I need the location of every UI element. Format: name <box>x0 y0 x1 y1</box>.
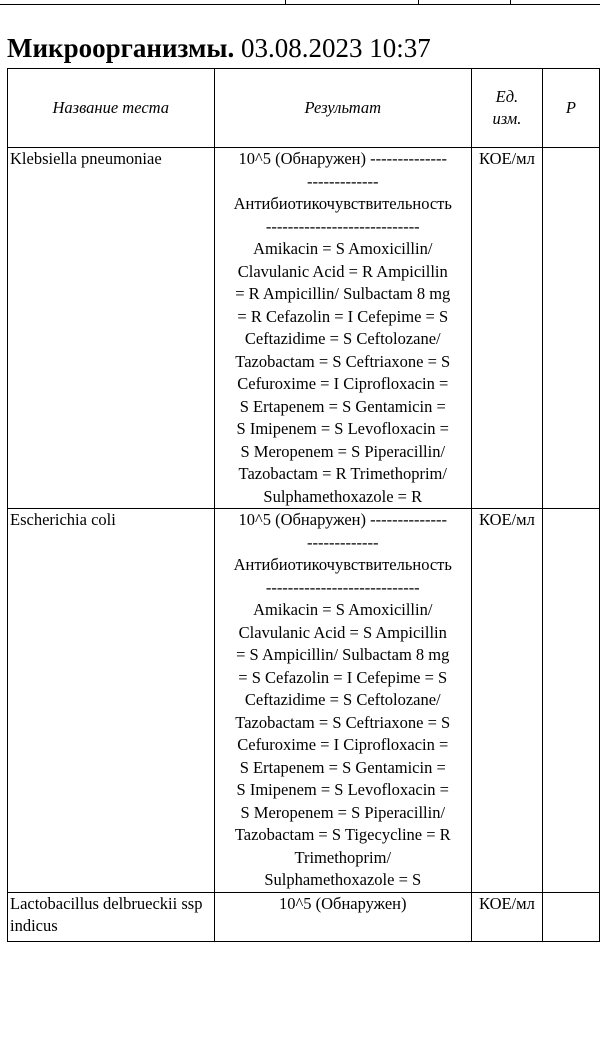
table-header-row <box>8 69 600 148</box>
result-line: Tazobactam = R Trimethoprim/ <box>238 464 447 483</box>
header-ref: Р <box>542 69 599 148</box>
unit-cell: КОЕ/мл <box>471 509 542 893</box>
result-line: ------------- <box>307 171 379 191</box>
result-line: Trimethoprim/ <box>294 847 392 867</box>
result-line: 10^5 (Обнаружен) -------------- <box>238 149 448 168</box>
test-name-cell: Klebsiella pneumoniae <box>8 148 215 509</box>
result-line: Cefuroxime = I Ciprofloxacin = <box>237 735 449 754</box>
result-line: S Ertapenem = S Gentamicin = <box>239 757 446 777</box>
section-datetime: 03.08.2023 10:37 <box>240 33 431 63</box>
table-row <box>8 509 600 893</box>
result-line: Amikacin = S Amoxicillin/ <box>253 239 433 258</box>
header-test-name: Название теста <box>8 69 215 148</box>
column-divider <box>418 0 419 4</box>
result-line: S Imipenem = S Levofloxacin = <box>236 780 449 799</box>
result-line: S Imipenem = S Levofloxacin = <box>236 419 449 438</box>
unit-cell: КОЕ/мл <box>471 148 542 509</box>
column-divider <box>285 0 286 4</box>
result-line: S Ertapenem = S Gentamicin = <box>239 396 446 416</box>
previous-table-bottom-edge <box>0 0 600 5</box>
results-body <box>8 148 600 942</box>
result-line: Clavulanic Acid = S Ampicillin <box>238 622 447 642</box>
result-line: S Meropenem = S Piperacillin/ <box>240 441 446 461</box>
result-line: 10^5 (Обнаружен) -------------- <box>238 510 448 529</box>
result-line: ---------------------------- <box>265 216 420 236</box>
result-line: 10^5 (Обнаружен) <box>279 893 407 913</box>
header-unit <box>471 69 542 148</box>
result-line: Sulphamethoxazole = R <box>263 486 423 506</box>
result-line: Tazobactam = S Ceftriaxone = S <box>235 351 451 371</box>
unit-cell: КОЕ/мл <box>471 892 542 941</box>
result-line: Ceftazidime = S Ceftolozane/ <box>244 690 441 709</box>
result-line: Антибиотикочувствительность <box>233 194 452 213</box>
section-title: Микроорганизмы. <box>7 33 235 63</box>
reference-cell <box>542 509 599 893</box>
test-name-cell: Escherichia coli <box>8 509 215 893</box>
result-line: = S Cefazolin = I Cefepime = S <box>238 667 448 687</box>
result-line: Tazobactam = S Ceftriaxone = S <box>235 712 451 732</box>
section-heading <box>7 33 431 63</box>
result-line: ---------------------------- <box>265 577 420 597</box>
result-line: Ceftazidime = S Ceftolozane/ <box>244 329 441 348</box>
result-line: = S Ampicillin/ Sulbactam 8 mg <box>236 645 450 664</box>
table-row <box>8 148 600 509</box>
result-line: Sulphamethoxazole = S <box>264 870 422 889</box>
column-divider <box>510 0 511 4</box>
result-line: Amikacin = S Amoxicillin/ <box>253 600 433 619</box>
result-cell <box>214 892 471 941</box>
header-unit-line2: изм. <box>492 109 522 128</box>
result-line: = R Ampicillin/ Sulbactam 8 mg <box>235 284 451 303</box>
test-name-cell: Lactobacillus delbrueckii ssp indicus <box>8 892 215 941</box>
header-unit-line1: Ед. <box>495 87 519 106</box>
results-table <box>7 68 600 942</box>
result-cell <box>214 509 471 893</box>
result-line: Cefuroxime = I Ciprofloxacin = <box>237 374 449 393</box>
reference-cell <box>542 892 599 941</box>
result-line: = R Cefazolin = I Cefepime = S <box>237 306 449 326</box>
result-line: S Meropenem = S Piperacillin/ <box>240 802 446 822</box>
table-row <box>8 892 600 941</box>
result-line: ------------- <box>307 532 379 552</box>
reference-cell <box>542 148 599 509</box>
result-line: Clavulanic Acid = R Ampicillin <box>237 261 448 281</box>
result-line: Tazobactam = S Tigecycline = R <box>234 825 451 844</box>
result-line: Антибиотикочувствительность <box>233 555 452 574</box>
header-result: Результат <box>214 69 471 148</box>
result-cell <box>214 148 471 509</box>
